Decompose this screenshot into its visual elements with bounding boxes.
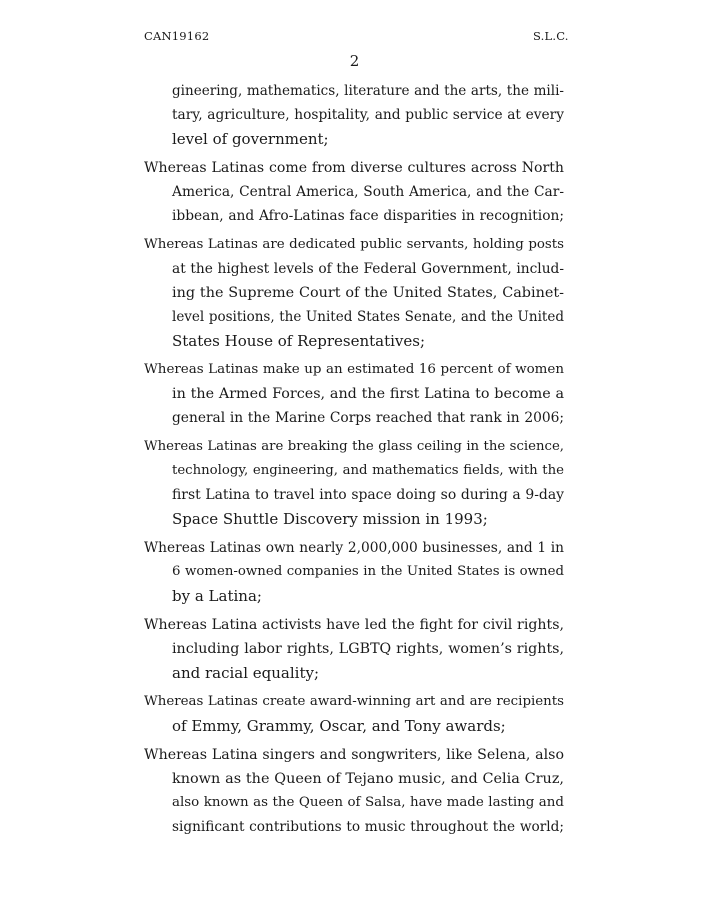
text-line: ibbean, and Afro-Latinas face disparities in recognition; [172,208,564,224]
text-line: of Emmy, Grammy, Oscar, and Tony awards; [172,717,506,735]
text-line: tary, agriculture, hospitality, and public service at every [172,107,564,123]
page-number: 2 [349,52,360,70]
text-line: Space Shuttle Discovery mission in 1993; [172,510,488,528]
text-line: general in the Marine Corps reached that rank in 2006; [172,410,564,426]
whereas-clause-line: Whereas Latinas make up an estimated 16 percent of women [144,362,564,377]
text-line: known as the Queen of Tejano music, and Celia Cruz, [172,771,564,787]
text-line: level positions, the United States Senate, and the United [172,309,564,325]
text-line: in the Armed Forces, and the first Latina to become a [172,386,564,402]
office-code: S.L.C. [533,29,569,43]
whereas-clause-line: Whereas Latinas are breaking the glass ceiling in the science, [144,439,564,454]
text-line: significant contributions to music throughout the world; [172,819,564,835]
whereas-clause-line: Whereas Latinas are dedicated public servants, holding posts [144,237,564,252]
whereas-clause-line: Whereas Latinas create award-winning art and are recipients [144,694,564,709]
document-id: CAN19162 [144,29,210,43]
whereas-clause-line: Whereas Latina activists have led the fight for civil rights, [144,617,564,633]
text-line: 6 women-owned companies in the United States is owned [172,564,564,579]
text-line: gineering, mathematics, literature and the arts, the mili- [172,83,564,99]
text-line: level of government; [172,130,329,148]
text-line: technology, engineering, and mathematics fields, with the [172,463,564,478]
text-line: America, Central America, South America, and the Car- [172,184,564,200]
text-line: ing the Supreme Court of the United States, Cabinet- [172,285,564,301]
text-line: by a Latina; [172,587,262,605]
text-line: and racial equality; [172,664,320,682]
whereas-clause-line: Whereas Latinas own nearly 2,000,000 businesses, and 1 in [144,540,564,556]
text-line: including labor rights, LGBTQ rights, women’s rights, [172,641,564,657]
whereas-clause-line: Whereas Latinas come from diverse cultures across North [144,160,564,176]
text-line: States House of Representatives; [172,332,426,350]
whereas-clause-line: Whereas Latina singers and songwriters, like Selena, also [144,747,564,763]
text-line: also known as the Queen of Salsa, have made lasting and [172,795,564,810]
text-line: at the highest levels of the Federal Government, includ- [172,261,564,277]
text-line: first Latina to travel into space doing so during a 9-day [172,487,564,503]
